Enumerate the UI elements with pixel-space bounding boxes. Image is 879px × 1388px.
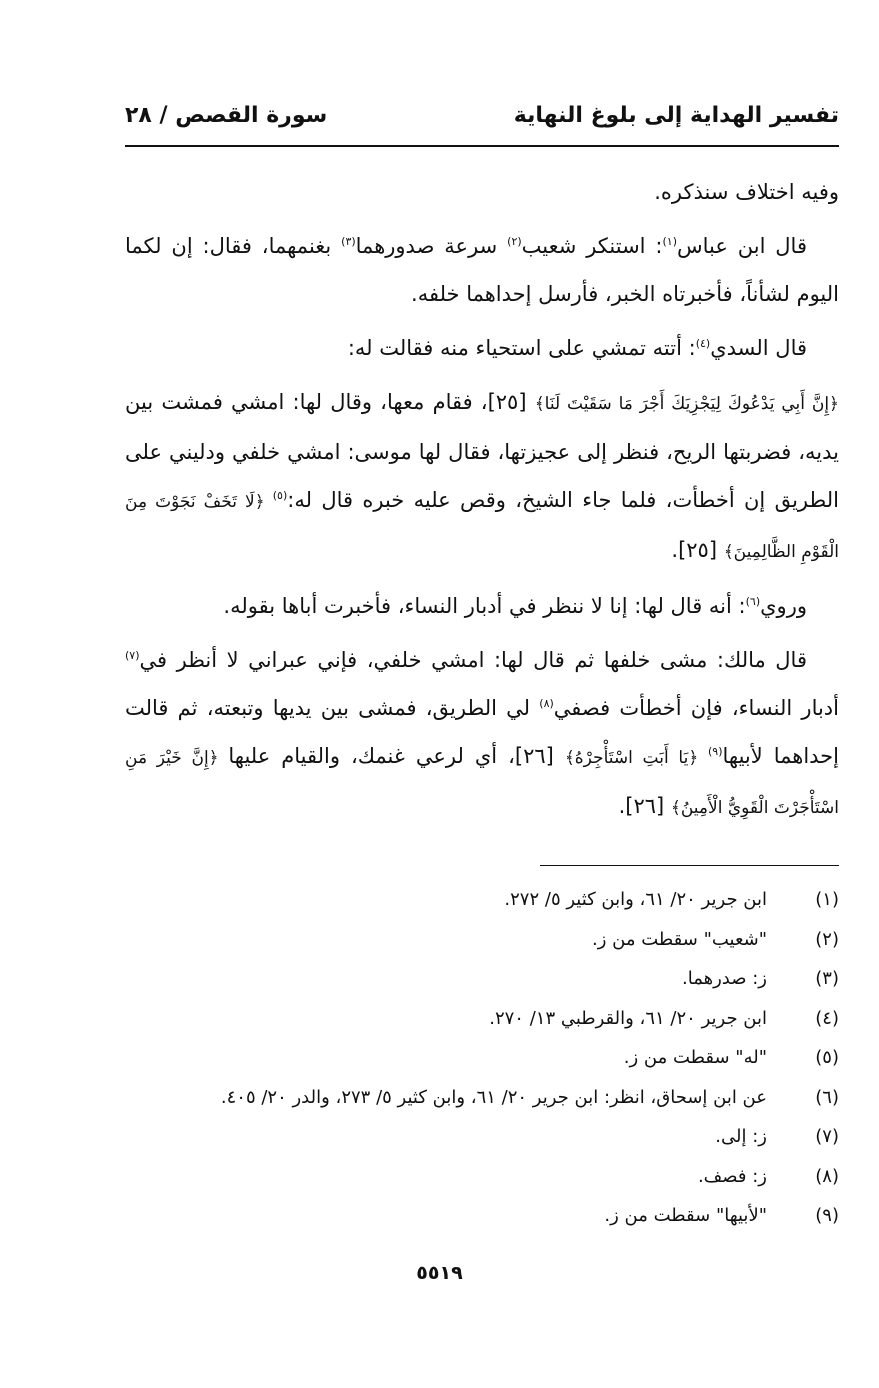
footnote bbox=[125, 999, 839, 1039]
paragraph-1-text: وفيه اختلاف سنذكره. bbox=[654, 180, 839, 204]
footnote bbox=[125, 1117, 839, 1157]
text-span: [٢٥]، فقام معها، وقال لها: امشي فمشت بين يديه، فضربتها الريح، فنظر إلى عجيزتها، فقال لها موسى: امشي خلفي ودليني على الطريق إن أخطأت، فلما جاء الشيخ، وقص عليه خبره قال له: bbox=[125, 390, 839, 512]
footnote bbox=[125, 920, 839, 960]
footnote-ref[interactable]: (٢) bbox=[507, 235, 522, 248]
text-span: : أنه قال لها: إنا لا ننظر في أدبار النساء، فأخبرت أباها بقوله. bbox=[223, 594, 746, 618]
quran-verse: ﴿إِنَّ أَبِي يَدْعُوكَ لِيَجْزِيَكَ أَجْرَ مَا سَقَيْتَ لَنَا﴾ bbox=[534, 394, 840, 414]
footnote-number: (٢) bbox=[815, 928, 839, 950]
footnote bbox=[125, 1078, 839, 1118]
text-span: قال مالك: مشى خلفها ثم قال لها: امشي خلفي، فإني عبراني لا أنظر في bbox=[139, 648, 807, 672]
footnote-ref[interactable]: (٣) bbox=[341, 235, 356, 248]
footnote-text: ابن جرير ٢٠/ ٦١، والقرطبي ١٣/ ٢٧٠. bbox=[489, 1007, 767, 1029]
footnote-text: ز: صدرهما. bbox=[681, 968, 767, 989]
footnote-text: ز: إلى. bbox=[715, 1126, 767, 1147]
text-span: أدبار النساء، فإن أخطأت فصفي bbox=[553, 696, 839, 720]
footnote-ref[interactable]: (٦) bbox=[745, 595, 761, 608]
paragraph-3 bbox=[125, 324, 839, 372]
footnote-text: "شعيب" سقطت من ز. bbox=[592, 928, 767, 950]
footnote-ref[interactable]: (٥) bbox=[272, 489, 288, 502]
footnote-ref[interactable]: (٧) bbox=[125, 649, 140, 662]
footnote bbox=[125, 1196, 839, 1236]
footnote-text: ابن جرير ٢٠/ ٦١، وابن كثير ٥/ ٢٧٢. bbox=[504, 889, 767, 910]
footnote-number: (١) bbox=[815, 889, 839, 910]
paragraph-2 bbox=[125, 222, 839, 318]
footnote-ref[interactable]: (٤) bbox=[695, 337, 711, 350]
paragraph-4 bbox=[125, 378, 839, 576]
footnote-number: (٧) bbox=[815, 1126, 839, 1147]
book-title: تفسير الهداية إلى بلوغ النهاية bbox=[513, 102, 839, 128]
text-span: : استنكر شعيب bbox=[521, 234, 663, 258]
quran-verse: ﴿لَا تَخَفْ نَجَوْتَ مِنَ الْقَوْمِ الظَّالِمِينَ﴾ bbox=[125, 492, 839, 562]
paragraph-6 bbox=[125, 636, 839, 832]
footnote bbox=[125, 1038, 839, 1078]
text-span: [٢٦]. bbox=[618, 794, 671, 818]
footnote-number: (٦) bbox=[815, 1086, 839, 1108]
header-rule bbox=[125, 145, 839, 147]
footnote-separator bbox=[540, 865, 839, 866]
footnote-text: ز: فصف. bbox=[697, 1165, 767, 1187]
footnote-number: (٤) bbox=[815, 1007, 839, 1029]
text-span: سرعة صدورهما bbox=[355, 234, 508, 258]
main-text bbox=[125, 168, 839, 838]
quran-verse: ﴿يَا أَبَتِ اسْتَأْجِرْهُ﴾ bbox=[564, 748, 708, 768]
footnote bbox=[125, 880, 839, 920]
footnote bbox=[125, 1157, 839, 1197]
text-span: لي الطريق، فمشى بين يديها وتبعته، ثم قالت إحداهما لأبيها bbox=[125, 696, 839, 768]
paragraph-5 bbox=[125, 582, 839, 630]
footnote-ref[interactable]: (٩) bbox=[707, 745, 723, 758]
footnotes bbox=[125, 880, 839, 1236]
page-number: ٥٥١٩ bbox=[416, 1262, 463, 1284]
footnote-number: (٥) bbox=[815, 1047, 839, 1068]
surah-label: سورة القصص / ٢٨ bbox=[125, 102, 328, 128]
paragraph-1 bbox=[125, 168, 839, 216]
text-span: بغنمهما، فقال: إن لكما اليوم لشأناً، فأخبرتاه الخبر، فأرسل إحداهما خلفه. bbox=[125, 234, 839, 306]
running-header bbox=[125, 92, 839, 138]
footnote-ref[interactable]: (٨) bbox=[539, 697, 554, 710]
footnote-number: (٩) bbox=[815, 1205, 839, 1226]
footnote-number: (٣) bbox=[815, 968, 839, 989]
text-span: : أتته تمشي على استحياء منه فقالت له: bbox=[347, 336, 696, 360]
text-span: وروي bbox=[760, 594, 807, 618]
footnote-text: عن ابن إسحاق، انظر: ابن جرير ٢٠/ ٦١، وابن كثير ٥/ ٢٧٣، والدر ٢٠/ ٤٠٥. bbox=[220, 1086, 767, 1108]
quran-verse: ﴿إِنَّ خَيْرَ مَنِ اسْتَأْجَرْتَ الْقَوِيُّ الْأَمِينُ﴾ bbox=[125, 748, 839, 818]
text-span: [٢٦]، أي لرعي غنمك، والقيام عليها bbox=[228, 744, 565, 768]
text-span: قال السدي bbox=[710, 336, 807, 360]
text-span: قال ابن عباس bbox=[676, 234, 807, 258]
footnote-number: (٨) bbox=[815, 1165, 839, 1187]
footnote-ref[interactable]: (١) bbox=[662, 235, 677, 248]
text-span: [٢٥]. bbox=[671, 538, 724, 562]
footnote-text: "لأبيها" سقطت من ز. bbox=[604, 1205, 767, 1226]
footnote-text: "له" سقطت من ز. bbox=[623, 1047, 767, 1068]
footnote bbox=[125, 959, 839, 999]
